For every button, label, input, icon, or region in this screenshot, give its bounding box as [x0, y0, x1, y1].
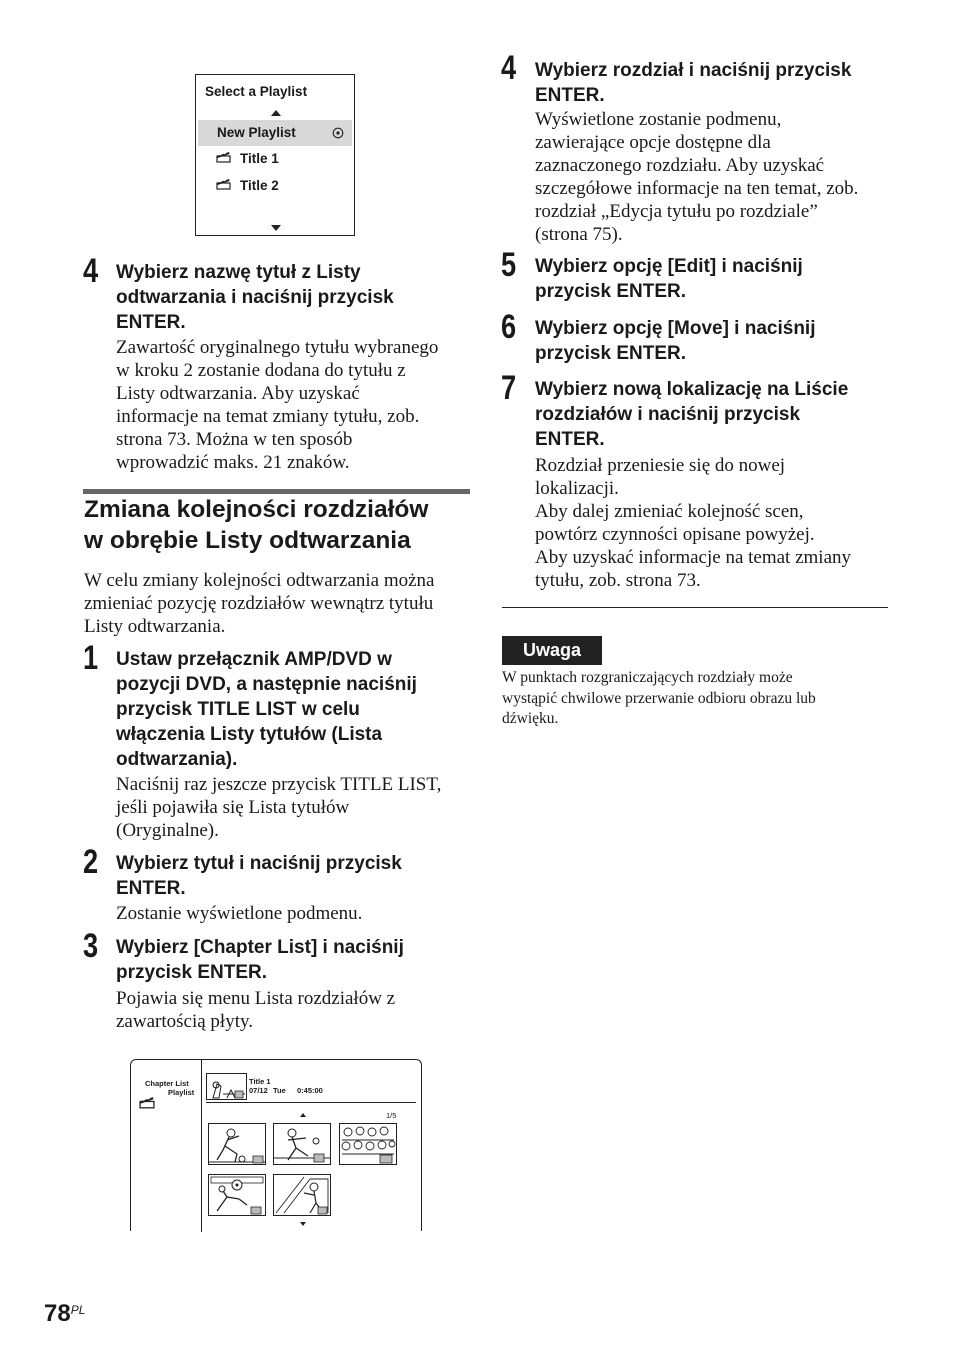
step-heading: Wybierz [Chapter List] i naciśnij przycisk ENTER.	[116, 937, 404, 983]
step-number: 2	[83, 843, 99, 881]
title-date: 07/12	[249, 1086, 268, 1095]
step-heading: Wybierz nową lokalizację na Liście rozdziałów i naciśnij przycisk ENTER.	[535, 379, 849, 450]
playlist-label: Playlist	[168, 1088, 195, 1097]
playlist-item-title1	[198, 146, 352, 172]
clapperboard-icon	[139, 1096, 155, 1109]
step-heading: Wybierz tytuł i naciśnij przycisk ENTER.	[116, 853, 402, 899]
title-day: Tue	[273, 1086, 286, 1095]
playlist-item-label: Title 1	[240, 151, 279, 166]
step-body: Zostanie wyświetlone podmenu.	[116, 903, 363, 924]
step-number: 6	[501, 308, 517, 346]
playlist-item-title2	[198, 173, 352, 199]
step-number: 4	[501, 49, 517, 87]
language-code: PL	[70, 1303, 86, 1317]
playlist-item-label: Title 2	[240, 178, 279, 193]
note-rule	[502, 607, 888, 608]
step-heading: Ustaw przełącznik AMP/DVD w pozycji DVD, a następnie naciśnij przycisk TITLE LIST w celu włączenia Listy tytułów (Lista odtwarzania).	[116, 649, 417, 770]
step-heading: Wybierz rozdział i naciśnij przycisk ENTER.	[535, 60, 852, 106]
chapter-list-screen-illustration	[130, 1059, 422, 1231]
chapter-list-label: Chapter List	[145, 1079, 189, 1088]
note-label: Uwaga	[502, 636, 602, 665]
page-number-value: 78	[44, 1300, 71, 1327]
step-heading: Wybierz opcję [Move] i naciśnij przycisk ENTER.	[535, 318, 816, 364]
screen-divider	[201, 1060, 202, 1232]
step-body: Pojawia się menu Lista rozdziałów z zawartością płyty.	[116, 988, 396, 1032]
header-rule	[206, 1102, 416, 1103]
step-heading: Wybierz nazwę tytuł z Listy odtwarzania i naciśnij przycisk ENTER.	[116, 262, 394, 333]
playlist-screen-title: Select a Playlist	[205, 84, 308, 99]
step-body: Naciśnij raz jeszcze przycisk TITLE LIST, jeśli pojawiła się Lista tytułów (Oryginalne).	[116, 774, 442, 841]
title-preview-thumbnail	[206, 1073, 247, 1100]
clapperboard-icon	[216, 178, 231, 190]
chapter-thumbnail	[273, 1174, 331, 1216]
page-number	[44, 1300, 85, 1328]
playlist-item-label: New Playlist	[217, 125, 296, 140]
chapter-thumbnail	[208, 1123, 266, 1165]
page-indicator: 1/5	[386, 1111, 397, 1120]
step-number: 3	[83, 927, 99, 965]
playlist-item-new	[198, 120, 352, 146]
step-number: 7	[501, 369, 517, 407]
step-number: 4	[83, 252, 99, 290]
chapter-thumbnail	[339, 1123, 397, 1165]
section-title: Zmiana kolejności rozdziałów w obrębie Listy odtwarzania	[84, 496, 429, 554]
step-body: Rozdział przeniesie się do nowej lokalizacji. Aby dalej zmieniać kolejność scen, powtórz czynności opisane powyżej. Aby uzyskać informacje na temat zmiany tytułu, zob. strona 73.	[535, 455, 852, 591]
section-intro: W celu zmiany kolejności odtwarzania można zmieniać pozycję rozdziałów wewnątrz tytułu Listy odtwarzania.	[84, 570, 435, 637]
scroll-up-arrow-icon	[300, 1113, 306, 1117]
target-icon	[332, 127, 344, 139]
title-label: Title 1	[249, 1077, 271, 1086]
step-number: 1	[83, 639, 99, 677]
playlist-screen-illustration	[195, 74, 355, 236]
scroll-down-arrow-icon	[300, 1222, 306, 1226]
scroll-up-arrow-icon	[271, 110, 281, 116]
step-number: 5	[501, 246, 517, 284]
chapter-thumbnail	[273, 1123, 331, 1165]
title-duration: 0:45:00	[297, 1086, 323, 1095]
step-body: Zawartość oryginalnego tytułu wybranego w kroku 2 zostanie dodana do tytułu z Listy odtwarzania. Aby uzyskać informacje na temat zmiany tytułu, zob. strona 73. Można w ten sposób wprowadzić maks. 21 znaków.	[116, 337, 439, 473]
note-body: W punktach rozgraniczających rozdziały może wystąpić chwilowe przerwanie odbioru obrazu lub dźwięku.	[502, 669, 816, 727]
scroll-down-arrow-icon	[271, 225, 281, 231]
clapperboard-icon	[216, 151, 231, 163]
chapter-thumbnail	[208, 1174, 266, 1216]
step-body: Wyświetlone zostanie podmenu, zawierające opcje dostępne dla zaznaczonego rozdziału. Aby uzyskać szczegółowe informacje na ten temat, zob. rozdział „Edycja tytułu po rozdziale” (strona 75).	[535, 109, 859, 245]
step-heading: Wybierz opcję [Edit] i naciśnij przycisk ENTER.	[535, 256, 803, 302]
